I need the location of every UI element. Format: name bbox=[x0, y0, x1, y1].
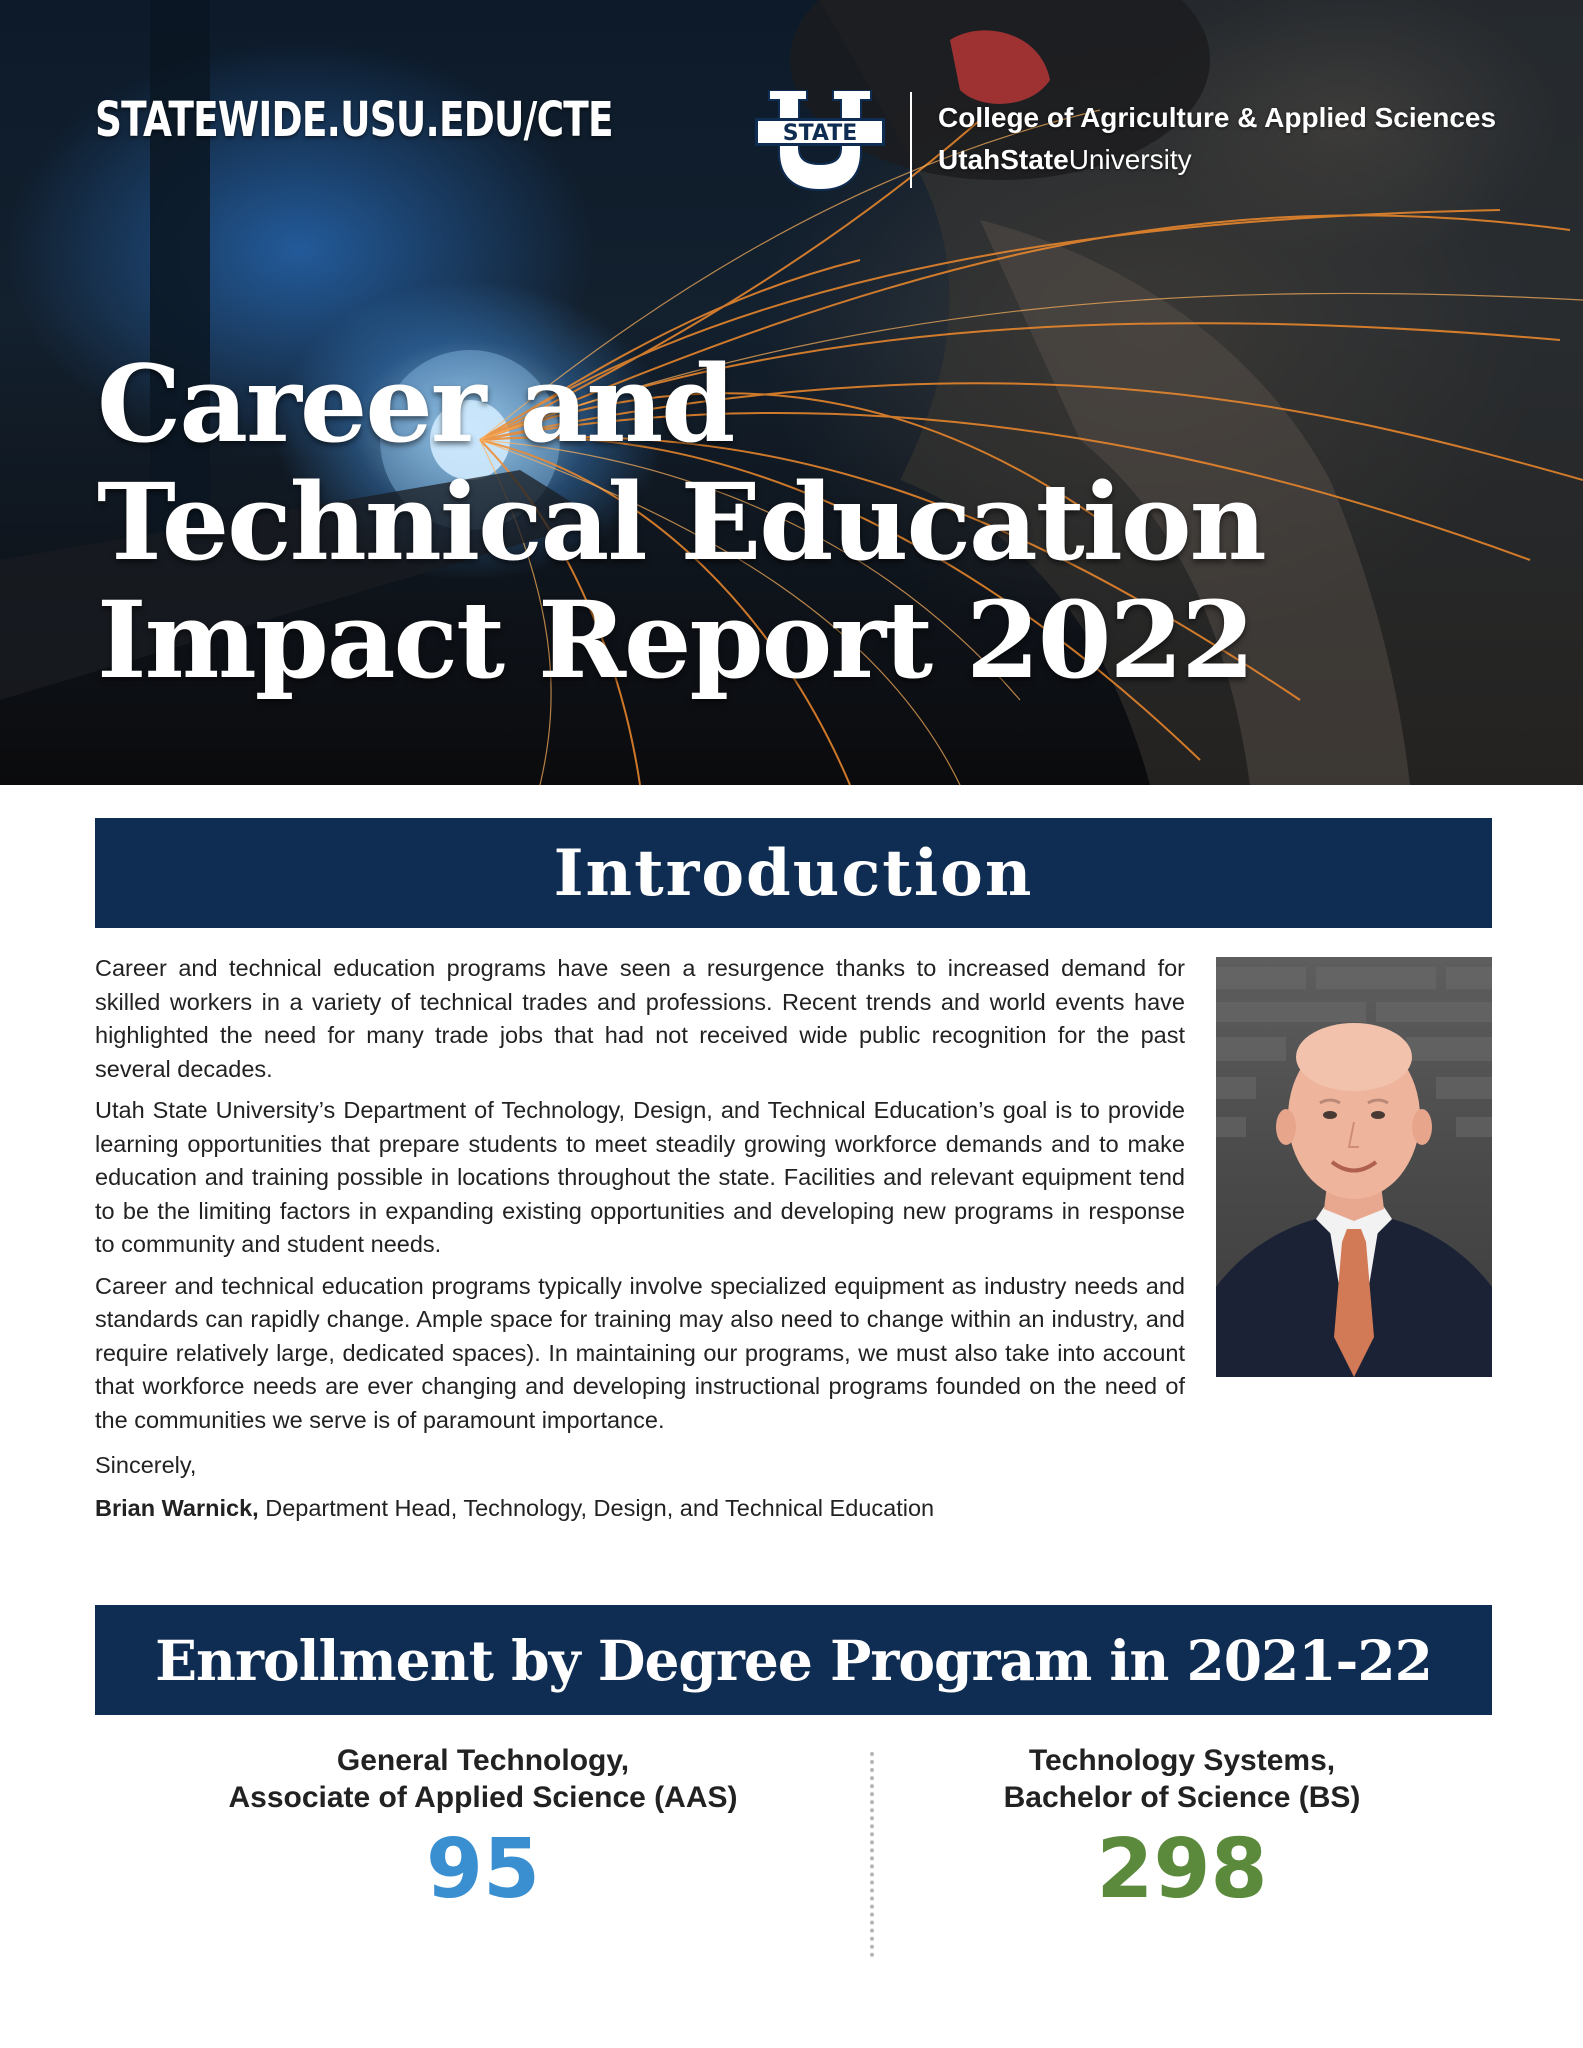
signature bbox=[95, 1495, 934, 1522]
report-title-line-1: Career and bbox=[97, 341, 734, 466]
program-name-line-2: Associate of Applied Science (AAS) bbox=[228, 1781, 738, 1814]
hero-banner bbox=[0, 0, 1583, 785]
university-name-bold: UtahState bbox=[938, 144, 1069, 175]
intro-paragraph-1: Career and technical education programs have seen a resurgence thanks to increased demand for skilled workers in a variety of technical trades and professions. Recent trends and world events have highlighted the need for many trade jobs that had not received wide public recognition for the past several decades. bbox=[95, 955, 1185, 1082]
usu-logo bbox=[755, 90, 1497, 195]
program-name-line-2: Bachelor of Science (BS) bbox=[1003, 1781, 1361, 1814]
university-name-regular: University bbox=[1068, 144, 1192, 175]
program-name bbox=[882, 1742, 1482, 1816]
program-name bbox=[183, 1742, 783, 1816]
report-title bbox=[97, 341, 1397, 702]
logo-divider bbox=[910, 92, 912, 188]
enrollment-count: 95 bbox=[425, 1822, 541, 1917]
program-name-line-1: General Technology, bbox=[336, 1744, 630, 1777]
enrollment-bs bbox=[882, 1742, 1482, 1918]
introduction-body bbox=[95, 952, 1185, 1445]
website-url: STATEWIDE.USU.EDU/CTE bbox=[95, 92, 613, 148]
university-name bbox=[938, 144, 1192, 176]
college-name: College of Agriculture & Applied Sciences bbox=[938, 102, 1497, 133]
signer-name: Brian Warnick, bbox=[95, 1495, 259, 1521]
enrollment-count: 298 bbox=[1096, 1822, 1268, 1917]
portrait-illustration bbox=[1216, 957, 1492, 1377]
department-head-photo bbox=[1216, 957, 1492, 1377]
introduction-heading: Introduction bbox=[95, 818, 1492, 928]
enrollment-heading: Enrollment by Degree Program in 2021-22 bbox=[95, 1605, 1492, 1715]
intro-paragraph-3: Career and technical education programs typically involve specialized equipment as industry needs and standards can rapidly change. Ample space for training may also need to change within an industry, and require relatively large, dedicated spaces). In maintaining our programs, we must also take into account that workforce needs are ever changing and developing instructional programs founded on the need of the communities we serve is of paramount importance. bbox=[95, 1272, 1185, 1433]
report-title-line-3: Impact Report 2022 bbox=[97, 577, 1254, 702]
column-divider bbox=[870, 1752, 874, 1957]
signer-title: Department Head, Technology, Design, and Technical Education bbox=[258, 1495, 935, 1521]
logo-state-text: STATE bbox=[782, 121, 858, 146]
report-title-line-2: Technical Education bbox=[97, 459, 1265, 584]
program-name-line-1: Technology Systems, bbox=[1028, 1744, 1336, 1777]
state-u-logo-icon bbox=[755, 90, 885, 195]
intro-paragraph-2: Utah State University’s Department of Technology, Design, and Technical Education’s goal is to provide learning opportunities that prepare students to meet steadily growing workforce demands and to make education and training possible in locations throughout the state. Facilities and relevant equipment tend to be the limiting factors in expanding existing opportunities and developing new programs in response to community and student needs. bbox=[95, 1097, 1185, 1257]
sign-off: Sincerely, bbox=[95, 1452, 197, 1478]
enrollment-aas bbox=[183, 1742, 783, 1918]
